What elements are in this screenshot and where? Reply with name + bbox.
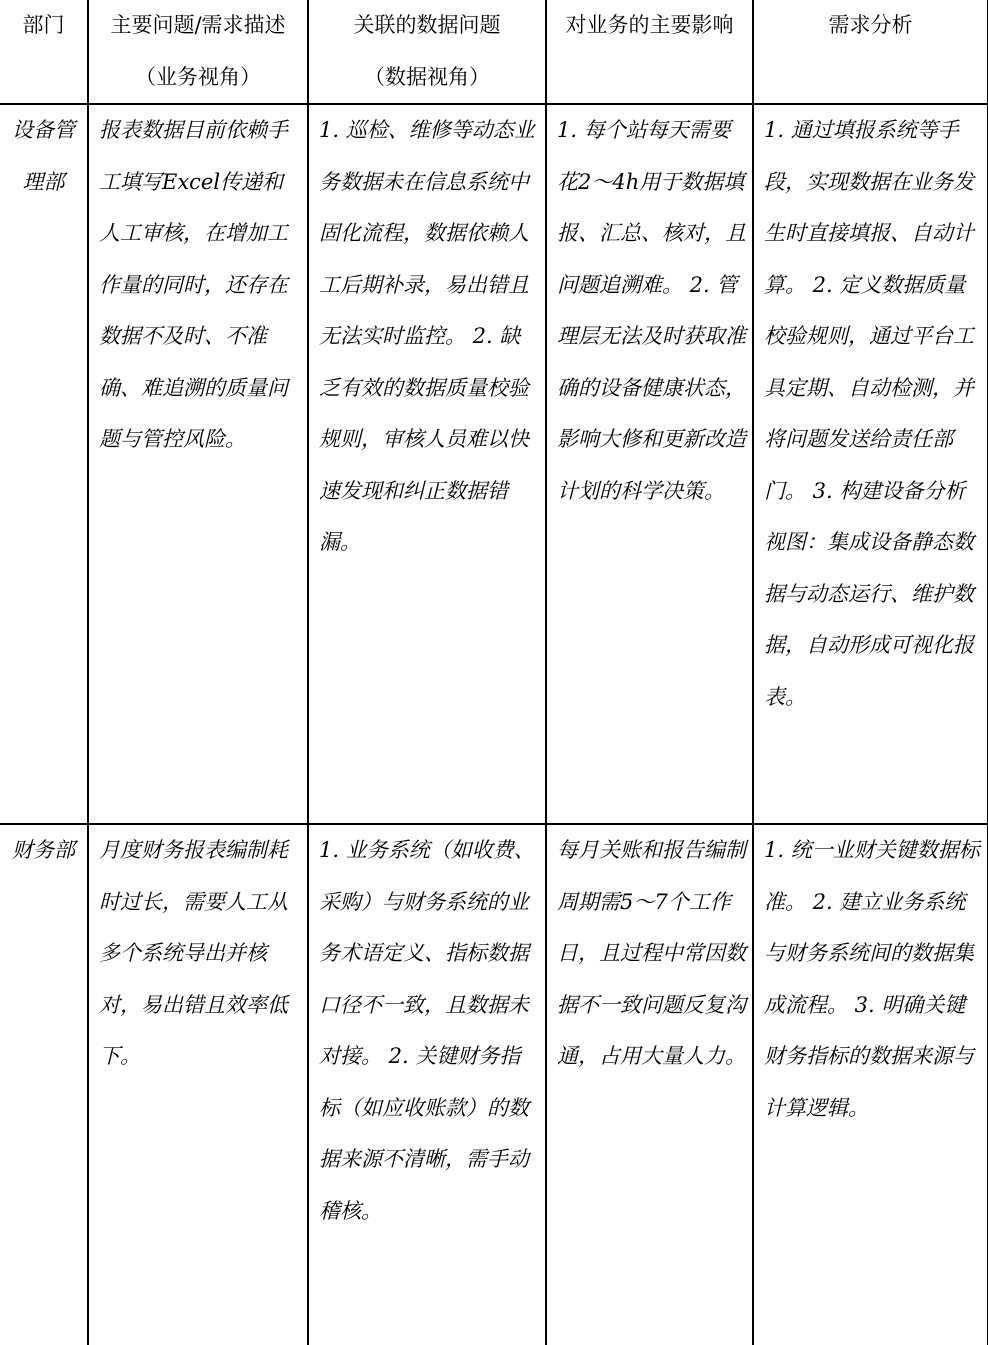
header-analysis: 需求分析	[753, 0, 988, 104]
header-data-issue: 关联的数据问题 （数据视角）	[308, 0, 546, 104]
table-row	[0, 104, 988, 824]
cell-problem: 报表数据目前依赖手工填写Excel传递和人工审核，在增加工作量的同时，还存在数据不及时、不准确、难追溯的质量问题与管控风险。	[88, 104, 308, 824]
cell-data-issue: 1. 巡检、维修等动态业务数据未在信息系统中固化流程，数据依赖人工后期补录，易出错且无法实时监控。 2. 缺乏有效的数据质量校验规则，审核人员难以快速发现和纠正数据错漏。	[308, 104, 546, 824]
cell-data-issue: 1. 业务系统（如收费、采购）与财务系统的业务术语定义、指标数据口径不一致，且数据未对接。 2. 关键财务指标（如应收账款）的数据来源不清晰，需手动稽核。	[308, 824, 546, 1345]
header-problem: 主要问题/需求描述 （业务视角）	[88, 0, 308, 104]
cell-dept: 设备管理部	[0, 104, 88, 824]
table-row	[0, 824, 988, 1345]
cell-analysis: 1. 通过填报系统等手段，实现数据在业务发生时直接填报、自动计算。 2. 定义数据质量校验规则，通过平台工具定期、自动检测，并将问题发送给责任部门。 3. 构建设备分析视图：集成设备静态数据与动态运行、维护数据，自动形成可视化报表。	[753, 104, 988, 824]
cell-impact: 每月关账和报告编制周期需5～7个工作日，且过程中常因数据不一致问题反复沟通，占用大量人力。	[546, 824, 753, 1345]
header-dept: 部门	[0, 0, 88, 104]
header-impact: 对业务的主要影响	[546, 0, 753, 104]
cell-dept: 财务部	[0, 824, 88, 1345]
table-header-row	[0, 0, 988, 104]
cell-problem: 月度财务报表编制耗时过长，需要人工从多个系统导出并核对，易出错且效率低下。	[88, 824, 308, 1345]
cell-impact: 1. 每个站每天需要花2～4h用于数据填报、汇总、核对，且问题追溯难。 2. 管理层无法及时获取准确的设备健康状态，影响大修和更新改造计划的科学决策。	[546, 104, 753, 824]
cell-analysis: 1. 统一业财关键数据标准。 2. 建立业务系统与财务系统间的数据集成流程。 3. 明确关键财务指标的数据来源与计算逻辑。	[753, 824, 988, 1345]
